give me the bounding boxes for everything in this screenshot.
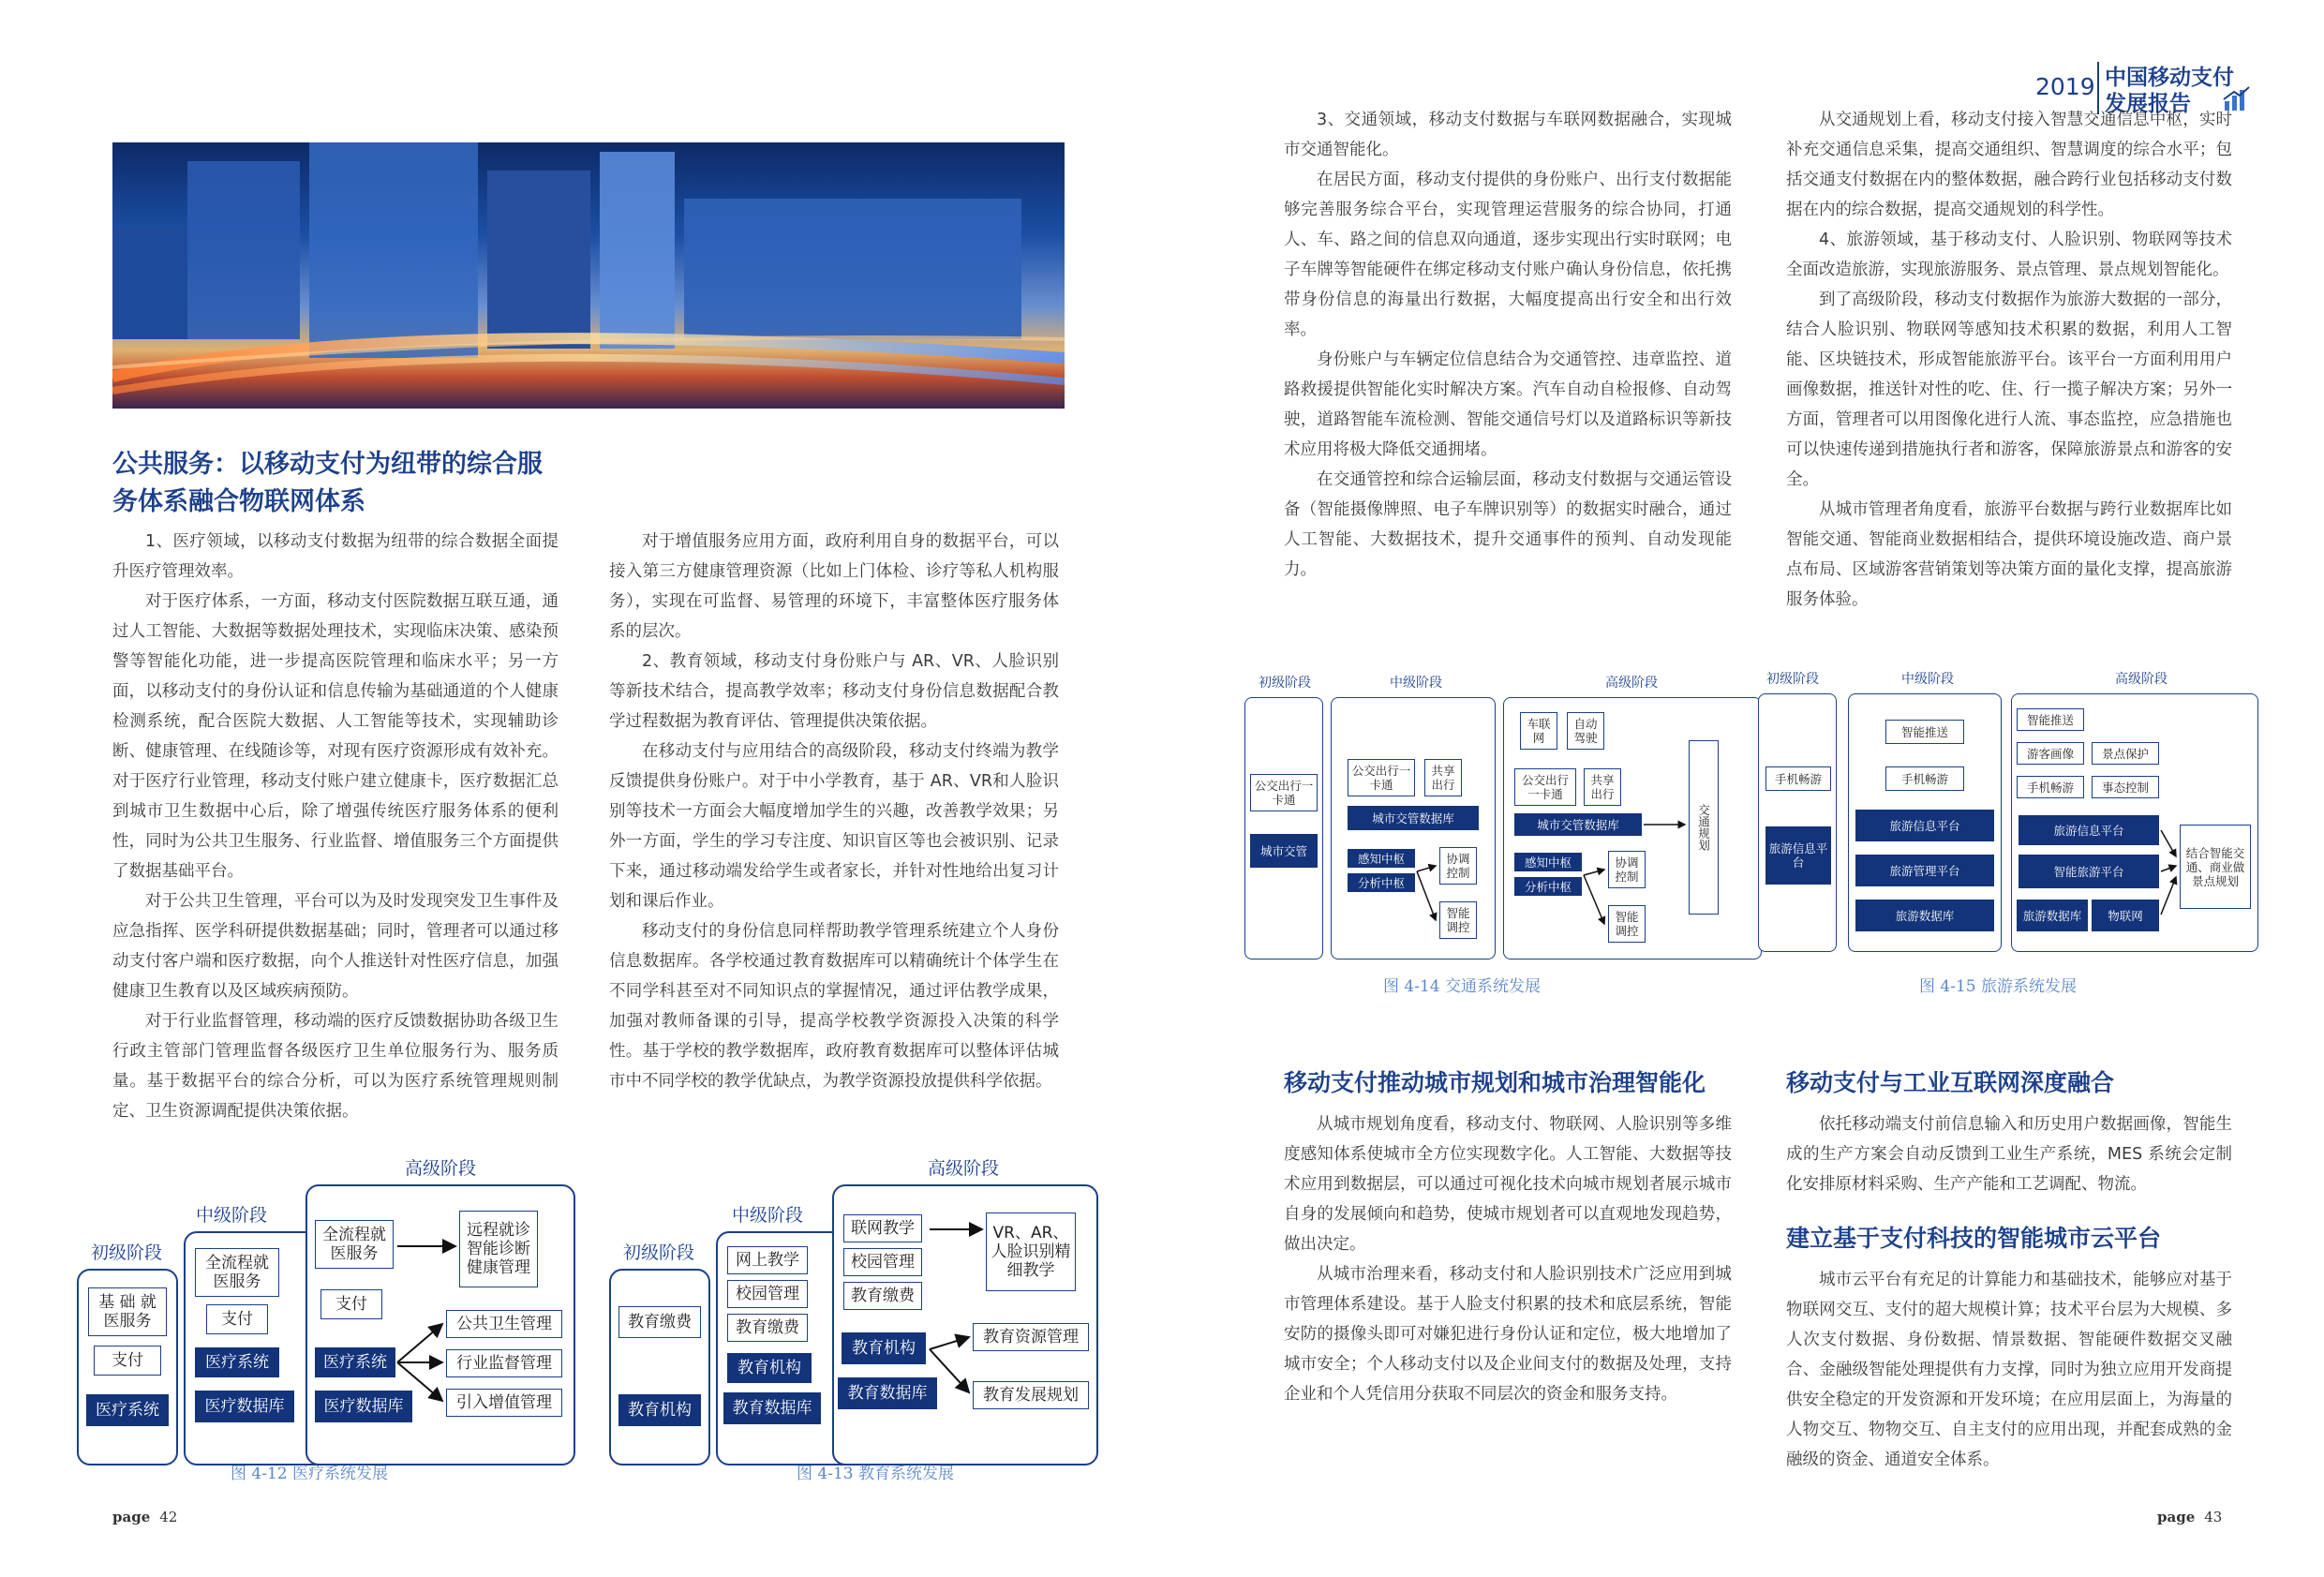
diagram-node: 教育缴费	[843, 1282, 922, 1310]
right-column-4	[1786, 105, 2232, 615]
diagram-node: 城市交管数据库	[1348, 806, 1479, 830]
paragraph: 对于医疗体系，一方面，移动支付医院数据互联互通，通过人工智能、大数据等数据处理技术，实现临床决策、感染预警等智能化功能，进一步提高医院管理和临床水平；另一方面，以移动支付的身份认证和信息传输为基础通道的个人健康检测系统，配合医院大数据、人工智能等技术，实现辅助诊断、健康管理、在线随诊等，对现有医疗资源形成有效补充。对于医疗行业管理，移动支付账户建立健康卡，医疗数据汇总到城市卫生数据中心后，除了增强传统医疗服务体系的便利性，同时为公共卫生服务、行业监督、增值服务三个方面提供了数据基础平台。	[112, 592, 559, 881]
diagram-node: 交通规划	[1689, 740, 1719, 915]
diagram-node: 医疗系统	[315, 1347, 395, 1377]
diagram-node: 旅游信息平台	[1765, 826, 1831, 885]
diagram-node: 车联网	[1520, 712, 1557, 750]
diagram-arrows	[1750, 669, 2266, 961]
diagram-node: 智能调控	[1608, 905, 1646, 943]
section-title-smart-city-cloud: 建立基于支付科技的智能城市云平台	[1786, 1225, 2162, 1252]
diagram-node: 分析中枢	[1514, 877, 1582, 896]
diagram-node: 协调控制	[1608, 851, 1646, 888]
figure-caption: 图 4-15 旅游系统发展	[1919, 977, 2077, 996]
diagram-arrows	[607, 1153, 1104, 1471]
diagram-node: 智能推送	[1885, 720, 1964, 744]
figure-education-system	[607, 1153, 1104, 1471]
paragraph: 在交通管控和综合运输层面，移动支付数据与交通运管设备（智能摄像牌照、电子车牌识别等）的数据实时融合，通过人工智能、大数据技术，提升交通事件的预判、自动发现能力。	[1284, 470, 1732, 579]
page-number-right: page 43	[2157, 1509, 2223, 1525]
diagram-node: 教育缴费	[618, 1306, 701, 1338]
diagram-node: 事态控制	[2092, 776, 2159, 798]
diagram-node: 分析中枢	[1348, 873, 1415, 892]
stage-label: 中级阶段	[195, 1205, 267, 1226]
diagram-node: 医疗数据库	[195, 1391, 294, 1422]
diagram-node: 公共卫生管理	[446, 1310, 562, 1338]
diagram-node: 智能旅游平台	[2019, 855, 2159, 888]
diagram-node: 教育机构	[727, 1353, 812, 1383]
left-column-1	[112, 527, 559, 1126]
cloud-section-body	[1786, 1265, 2232, 1475]
diagram-node: 智能调控	[1439, 901, 1477, 939]
diagram-node: 医疗系统	[195, 1347, 279, 1377]
stage-label: 高级阶段	[2115, 672, 2168, 687]
diagram-node: 校园管理	[727, 1280, 808, 1308]
diagram-node: 联网教学	[843, 1214, 922, 1242]
diagram-node: 行业监督管理	[446, 1349, 562, 1377]
paragraph: 城市云平台有充足的计算能力和基础技术，能够应对基于物联网交互、支付的超大规模计算；技术平台层为大规模、多人次支付数据、身份数据、情景数据、智能硬件数据交叉融合、金融级智能处理提供有力支撑，同时为独立应用开发商提供安全稳定的开发资源和开发环境；在应用层面上，为海量的人物交互、物物交互、自主支付的应用出现，并配套成熟的金融级的资金、通道安全体系。	[1786, 1271, 2232, 1469]
industry-section-body	[1786, 1109, 2232, 1199]
paragraph: 依托移动端支付前信息输入和历史用户数据画像，智能生成的生产方案会自动反馈到工业生产系统，MES 系统会定制化安排原材料采购、生产产能和工艺调配、物流。	[1786, 1115, 2232, 1194]
diagram-arrows	[1243, 669, 1767, 961]
left-column-2	[609, 527, 1059, 1096]
paragraph: 到了高级阶段，移动支付数据作为旅游大数据的一部分，结合人脸识别、物联网等感知技术积累的数据，利用人工智能、区块链技术，形成智能旅游平台。该平台一方面利用用户画像数据，推送针对性的吃、住、行一揽子解决方案；另外一方面，管理者可以用图像化进行人流、事态监控，应急措施也可以快速传递到措施执行者和游客，保障旅游景点和游客的安全。	[1786, 290, 2232, 489]
header-year: 2019	[2035, 73, 2095, 100]
diagram-node: 手机畅游	[2017, 776, 2084, 798]
diagram-node: 旅游信息平台	[2019, 815, 2159, 845]
figure-medical-system	[75, 1153, 581, 1471]
diagram-node: 全流程就医服务	[315, 1220, 394, 1269]
paragraph: 在居民方面，移动支付提供的身份账户、出行支付数据能够完善服务综合平台，实现管理运营服务的综合协同，打通人、车、路之间的信息双向通道，逐步实现出行实时联网；电子车牌等智能硬件在绑定移动支付账户确认身份信息，依托携带身份信息的海量出行数据，大幅度提高出行安全和出行效率。	[1284, 171, 1732, 339]
diagram-node: 教育机构	[618, 1394, 701, 1426]
paragraph: 从城市治理来看，移动支付和人脸识别技术广泛应用到城市管理体系建设。基于人脸支付积累的技术和底层系统，智能安防的摄像头即可对嫌犯进行身份认证和定位，极大地增加了城市安全；个人移动支付以及企业间支付的数据及处理，支持企业和个人凭信用分获取不同层次的资金和服务支持。	[1284, 1265, 1732, 1404]
diagram-node: 旅游数据库	[2017, 900, 2088, 931]
diagram-node: 智能推送	[2017, 708, 2084, 731]
diagram-node: 公交出行一卡通	[1250, 774, 1318, 811]
diagram-node: 支付	[94, 1346, 161, 1376]
section-title-industrial-internet: 移动支付与工业互联网深度融合	[1786, 1069, 2115, 1096]
stage-label: 初级阶段	[1766, 672, 1819, 687]
figure-caption: 图 4-12 医疗系统发展	[231, 1465, 388, 1483]
figure-traffic-system	[1243, 669, 1767, 961]
diagram-node: 教育资源管理	[973, 1323, 1089, 1351]
stage-label: 中级阶段	[1901, 672, 1954, 687]
diagram-node: 手机畅游	[1765, 766, 1831, 791]
diagram-node: 旅游信息平台	[1855, 810, 1994, 841]
diagram-node: 引入增值管理	[446, 1389, 562, 1417]
diagram-node: 支付	[320, 1289, 382, 1319]
diagram-node: 旅游数据库	[1855, 900, 1994, 931]
diagram-node: 全流程就医服务	[195, 1248, 279, 1297]
paragraph: 对于增值服务应用方面，政府利用自身的数据平台，可以接入第三方健康管理资源（比如上门体检、诊疗等私人机构服务），实现在可监督、易管理的环境下，丰富整体医疗服务体系的层次。	[609, 532, 1059, 641]
paragraph: 移动支付的身份信息同样帮助教学管理系统建立个人身份信息数据库。各学校通过教育数据库可以精确统计个体学生在不同学科甚至对不同知识点的掌握情况，通过评估教学成果，加强对教师备课的引导，提高学校教学资源投入决策的科学性。基于学校的教学数据库，政府教育数据库可以整体评估城市中不同学校的教学优缺点，为教学资源投放提供科学依据。	[609, 922, 1059, 1091]
stage-label: 中级阶段	[731, 1205, 803, 1226]
section-title-urban-governance: 移动支付推动城市规划和城市治理智能化	[1284, 1069, 1706, 1096]
diagram-node: 旅游管理平台	[1855, 855, 1994, 886]
figure-caption: 图 4-13 教育系统发展	[797, 1465, 954, 1483]
paragraph: 对于行业监督管理，移动端的医疗反馈数据协助各级卫生行政主管部门管理监督各级医疗卫生单位服务行为、服务质量。基于数据平台的综合分析，可以为医疗系统管理规则制定、卫生资源调配提供决策依据。	[112, 1012, 559, 1121]
diagram-node: 网上教学	[727, 1246, 808, 1274]
stage-label: 高级阶段	[1605, 676, 1658, 691]
paragraph: 从城市管理者角度看，旅游平台数据与跨行业数据库比如智能交通、智能商业数据相结合，提供环境设施改造、商户景点布局、区域游客营销策划等决策方面的量化支撑，提高旅游服务体验。	[1786, 500, 2232, 609]
diagram-node: 教育数据库	[723, 1392, 821, 1424]
stage-label: 中级阶段	[1390, 676, 1442, 691]
urban-section-body	[1284, 1109, 1732, 1409]
stage-label: 高级阶段	[404, 1158, 476, 1179]
diagram-node: 公交出行一卡通	[1514, 768, 1576, 806]
diagram-node: 共享出行	[1584, 768, 1621, 806]
diagram-node: 教育数据库	[838, 1377, 937, 1409]
figure-caption: 图 4-14 交通系统发展	[1383, 977, 1541, 996]
diagram-node: 教育发展规划	[973, 1381, 1089, 1409]
diagram-node: 感知中枢	[1348, 849, 1415, 868]
diagram-node: 城市交管	[1250, 834, 1318, 868]
diagram-node: 协调控制	[1439, 847, 1477, 885]
header-title-line2: 发展报告	[2105, 92, 2191, 116]
stage-label: 初级阶段	[90, 1242, 162, 1263]
diagram-node: 远程就诊智能诊断健康管理	[459, 1211, 538, 1287]
paragraph: 从城市规划角度看，移动支付、物联网、人脸识别等多维度感知体系使城市全方位实现数字化。人工智能、大数据等技术应用到数据层，可以通过可视化技术向城市规划者展示城市自身的发展倾向和趋势，使城市规划者可以直观地发现趋势，做出决定。	[1284, 1115, 1732, 1254]
diagram-node: 公交出行一卡通	[1348, 759, 1415, 796]
stage-label: 初级阶段	[622, 1242, 694, 1263]
diagram-node: 城市交管数据库	[1514, 813, 1642, 836]
paragraph: 在移动支付与应用结合的高级阶段，移动支付终端为教学反馈提供身份账户。对于中小学教育，基于 AR、VR和人脸识别等技术一方面会大幅度增加学生的兴趣，改善教学效果；另外一方面，学生的学习专注度、知识盲区等也会被识别、记录下来，通过移动端发给学生或者家长，并针对性地给出复习计划和课后作业。	[609, 742, 1059, 911]
paragraph: 对于公共卫生管理，平台可以为及时发现突发卫生事件及应急指挥、医学科研提供数据基础；同时，管理者可以通过移动支付客户端和医疗数据，向个人推送针对性医疗信息，加强健康卫生教育以及区域疾病预防。	[112, 892, 559, 1001]
paragraph: 2、教育领域，移动支付身份账户与 AR、VR、人脸识别等新技术结合，提高教学效率；移动支付身份信息数据配合教学过程数据为教育评估、管理提供决策依据。	[609, 652, 1059, 731]
stage-label: 高级阶段	[927, 1158, 999, 1179]
diagram-arrows	[75, 1153, 581, 1471]
diagram-node: 教育机构	[842, 1332, 926, 1364]
diagram-node: 感知中枢	[1514, 853, 1582, 871]
diagram-node: 医疗系统	[86, 1394, 169, 1426]
diagram-node: 共享出行	[1424, 759, 1462, 796]
paragraph: 从交通规划上看，移动支付接入智慧交通信息中枢，实时补充交通信息采集，提高交通组织、智慧调度的综合水平；包括交通支付数据在内的整体数据，融合跨行业包括移动支付数据在内的综合数据，提高交通规划的科学性。	[1786, 111, 2232, 219]
diagram-node: 支付	[206, 1304, 268, 1334]
diagram-node: 自动驾驶	[1567, 712, 1604, 750]
header-title-line1: 中国移动支付	[2105, 66, 2234, 90]
diagram-node: 校园管理	[843, 1248, 922, 1276]
page-number-left: page 42	[112, 1509, 178, 1525]
paragraph: 1、医疗领域，以移动支付数据为纽带的综合数据全面提升医疗管理效率。	[112, 532, 559, 581]
section-title-public-services: 公共服务：以移动支付为纽带的综合服 务体系融合物联网体系	[112, 450, 543, 516]
diagram-node: VR、AR、人脸识别精细教学	[986, 1213, 1076, 1291]
diagram-node: 手机畅游	[1885, 766, 1964, 791]
paragraph: 3、交通领域，移动支付数据与车联网数据融合，实现城市交通智能化。	[1284, 111, 1732, 159]
diagram-node: 游客画像	[2017, 742, 2084, 765]
diagram-node: 物联网	[2092, 900, 2159, 931]
city-skyline-photo	[112, 142, 1065, 409]
figure-tourism-system	[1750, 669, 2266, 961]
diagram-node: 教育缴费	[727, 1314, 808, 1342]
right-column-3	[1284, 105, 1732, 585]
diagram-node: 景点保护	[2092, 742, 2159, 765]
paragraph: 身份账户与车辆定位信息结合为交通管控、违章监控、道路救援提供智能化实时解决方案。汽车自动自检报修、自动驾驶，道路智能车流检测、智能交通信号灯以及道路标识等新技术应用将极大降低交通拥堵。	[1284, 350, 1732, 459]
diagram-node: 结合智能交通、商业做景点规划	[2180, 825, 2251, 909]
stage-label: 初级阶段	[1259, 676, 1311, 691]
paragraph: 4、旅游领域，基于移动支付、人脸识别、物联网等技术全面改造旅游，实现旅游服务、景点管理、景点规划智能化。	[1786, 231, 2232, 279]
diagram-node: 基 础 就医服务	[88, 1287, 167, 1336]
diagram-node: 医疗数据库	[315, 1391, 412, 1422]
